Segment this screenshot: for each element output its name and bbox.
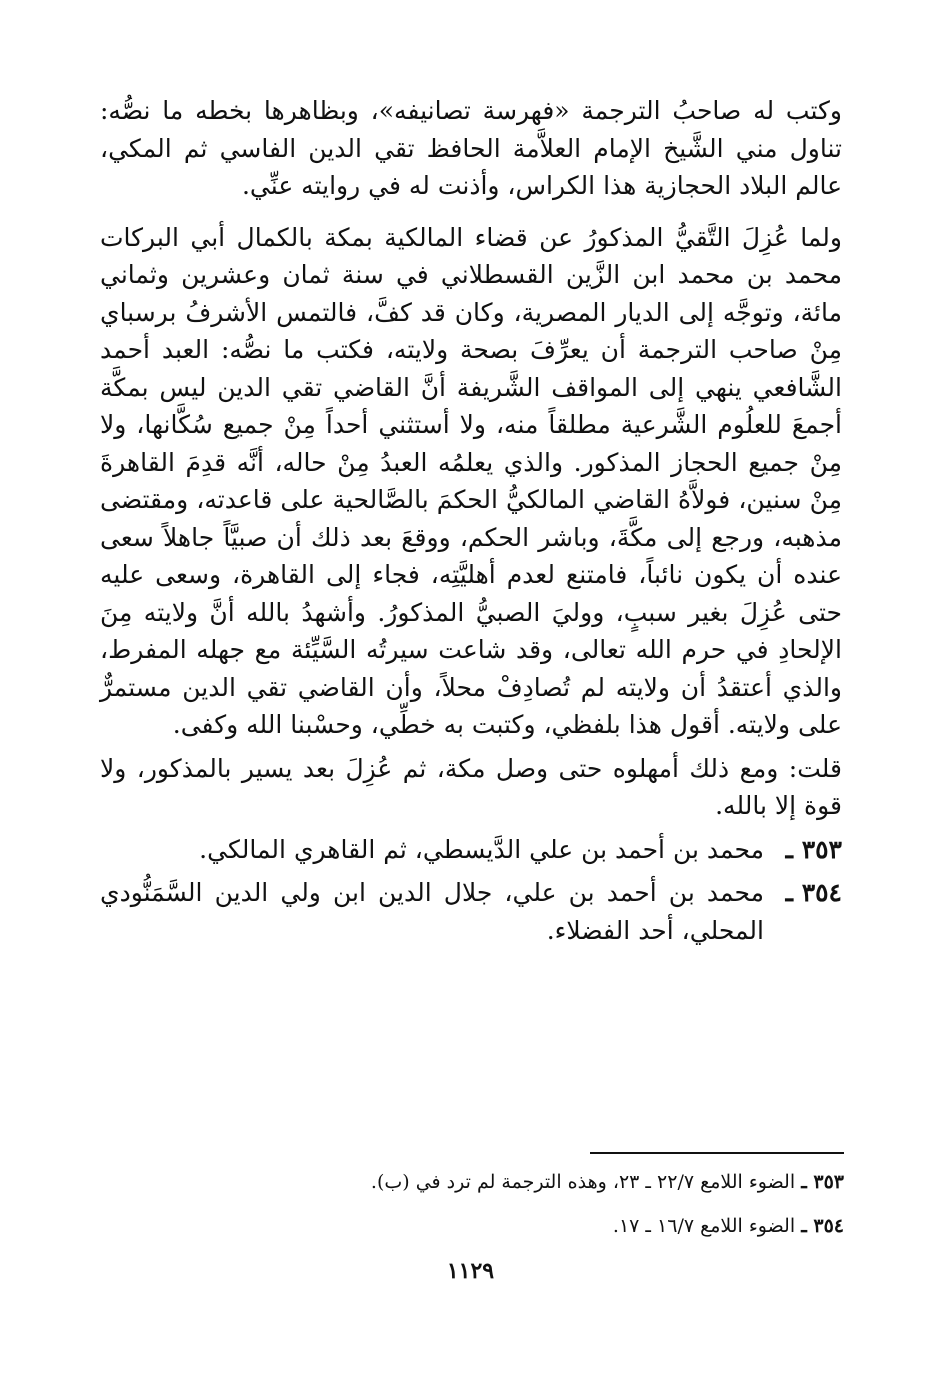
page-body bbox=[100, 92, 842, 949]
biography-entry-353 bbox=[100, 831, 842, 869]
footnote-number: ٣٥٤ ـ bbox=[801, 1215, 844, 1237]
paragraph-main: ولما عُزِلَ التَّقيُّ المذكورُ عن قضاء المالكية بمكة بالكمال أبي البركات محمد بن محمد ابن الزَّين القسطلاني في سنة ثمان وعشرين وثماني مائة، وتوجَّه إلى الديار المصرية، وكان قد كفَّ، فالتمس الأشرفُ برسباي مِنْ صاحب الترجمة أن يعرِّفَ بصحة ولايته، فكتب ما نصُّه: العبد أحمد الشَّافعي ينهي إلى المواقف الشَّريفة أنَّ القاضي تقي الدين ليس بمكَّة أجمعَ للعلُوم الشَّرعية مطلقاً منه، ولا أستثني أحداً مِنْ جميع سُكَّانها، ولا مِنْ جميع الحجاز المذكور. والذي يعلمُه العبدُ مِنْ حاله، أنَّه قدِمَ القاهرةَ مِنْ سنين، فولاَّهُ القاضي المالكيُّ الحكمَ بالصَّالحية على قاعدته، ومقتضى مذهبه، ورجع إلى مكَّةَ، وباشر الحكم، ووقعَ بعد ذلك أن صبيَّاً جاهلاً سعى عنده أن يكون نائباً، فامتنع لعدم أهليَّتِه، فجاء إلى القاهرة، وسعى عليه حتى عُزِلَ بغير سببٍ، ووليَ الصبيُّ المذكورُ. وأشهدُ بالله أنَّ ولايته مِنَ الإلحادِ في حرم الله تعالى، وقد شاعت سيرتُه السَّيِّئة مع جهله المفرط، والذي أعتقدُ أن ولايته لم تُصادِفْ محلاً، وأن القاضي تقي الدين مستمرٌّ على ولايته. أقول هذا بلفظي، وكتبت به خطِّي، وحسْبنا الله وكفى. bbox=[100, 222, 842, 739]
footnote-text: الضوء اللامع ٢٢/٧ ـ ٢٣، وهذه الترجمة لم ترد في (ب). bbox=[370, 1171, 796, 1193]
footnotes bbox=[100, 1160, 844, 1248]
entry-number: ٣٥٤ ـ bbox=[785, 878, 842, 907]
page-number: ١١٢٩ bbox=[446, 1258, 495, 1284]
entry-number: ٣٥٣ ـ bbox=[785, 834, 842, 864]
footnote-353 bbox=[100, 1160, 844, 1204]
paragraph-gap bbox=[100, 205, 842, 219]
footnote-354 bbox=[100, 1204, 844, 1248]
paragraph-intro: وكتب له صاحبُ الترجمة «فهرسة تصانيفه»، وبظاهرها بخطه ما نصُّه: تناول مني الشَّيخ الإمام العلاَّمة الحافظ تقي الدين الفاسي ثم المكي، عالم البلاد الحجازية هذا الكراس، وأذنت له في روايته عنِّي. bbox=[100, 96, 842, 200]
footnote-separator bbox=[590, 1152, 844, 1154]
entry-text: محمد بن أحمد بن علي، جلال الدين ابن ولي الدين السَّمَنُّودي المحلي، أحد الفضلاء. bbox=[100, 878, 764, 945]
footnote-number: ٣٥٣ ـ bbox=[801, 1171, 844, 1193]
paragraph-comment: قلت: ومع ذلك أمهلوه حتى وصل مكة، ثم عُزِلَ بعد يسير بالمذكور، ولا قوة إلا بالله. bbox=[100, 753, 842, 820]
footnote-text: الضوء اللامع ١٦/٧ ـ ١٧. bbox=[612, 1215, 796, 1237]
biography-entry-354 bbox=[100, 874, 842, 949]
entry-text: محمد بن أحمد بن علي الدَّيسطي، ثم القاهري المالكي. bbox=[199, 834, 764, 864]
